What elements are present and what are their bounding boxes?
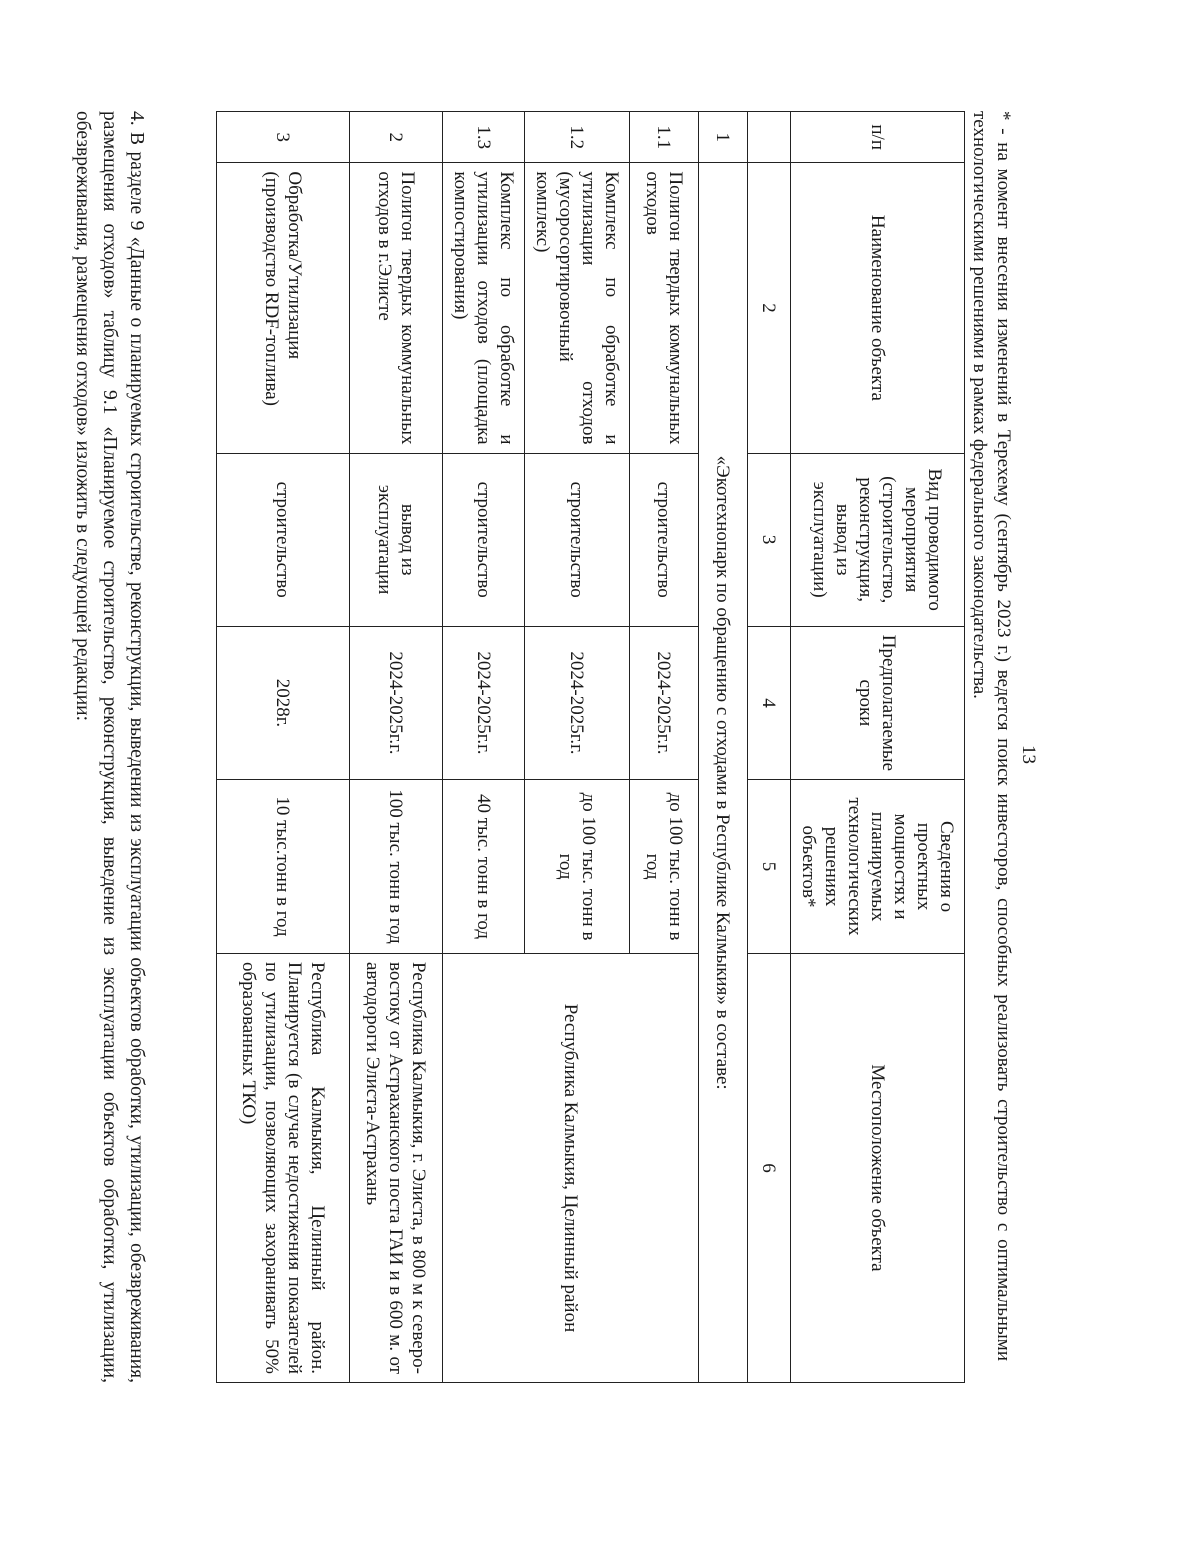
section-number: 1 xyxy=(699,112,748,163)
header-cell: Местоположение объекта xyxy=(791,953,965,1382)
capacity: 40 тыс. тонн в год xyxy=(443,780,525,954)
intro-paragraph: 4. В разделе 9 «Данные о планируемых строительстве, реконструкции, выведении из эксплуатации объектов обработки, утилизации, обезвреживания, размещения отходов» таблицу 9.1 «Планируемое строительство, реконструкция, выведение из эксплуатации объектов обработки, утилизации, обезвреживания, размещения отходов» изложить в следующей редакции: xyxy=(72,111,147,1383)
location: Республика Калмыкия, Целинный район. Планируется (в случае недостижения показателей по утилизации, позволяющих захоранивать 50% образованных ТКО) xyxy=(217,953,350,1382)
activity: вывод из эксплуатации xyxy=(350,453,443,626)
term: 2024-2025г.г. xyxy=(350,626,443,779)
footnote: * - на момент внесения изменений в Терехему (сентябрь 2023 г.) ведется поиск инвесторов, способных реализовать строительство с оптимальными технологическими решениями в рамках федерального законодательства. xyxy=(969,111,1014,1361)
activity: строительство xyxy=(525,453,630,626)
column-number: 2 xyxy=(748,163,791,453)
column-number: 5 xyxy=(748,780,791,954)
header-row xyxy=(791,112,965,1383)
section-title: «Экотехнопарк по обращению с отходами в Республике Калмыкия» в составе: xyxy=(699,163,748,1383)
capacity: 100 тыс. тонн в год xyxy=(350,780,443,954)
object-name: Обработка/Утилизация (производство RDF-топлива) xyxy=(217,163,350,453)
location: Республика Калмыкия, г. Элиста, в 800 м к северо-востоку от Астраханского поста ГАИ и в 600 м. от автодороги Элиста-Астрахань xyxy=(350,953,443,1382)
activity: строительство xyxy=(443,453,525,626)
table-row xyxy=(217,112,350,1383)
object-name: Полигон твердых коммунальных отходов в г.Элисте xyxy=(350,163,443,453)
page-number: 13 xyxy=(1018,745,1039,764)
plan-table xyxy=(216,111,965,1383)
column-number xyxy=(748,112,791,163)
object-name: Полигон твердых коммунальных отходов xyxy=(630,163,699,453)
row-number: 1.2 xyxy=(525,112,630,163)
capacity: 10 тыс.тонн в год xyxy=(217,780,350,954)
header-cell: п/п xyxy=(791,112,965,163)
row-number: 1.3 xyxy=(443,112,525,163)
row-number: 1.1 xyxy=(630,112,699,163)
table-row xyxy=(350,112,443,1383)
object-name: Комплекс по обработке и утилизации отходов (мусоросортировочный комплекс) xyxy=(525,163,630,453)
term: 2028г. xyxy=(217,626,350,779)
header-cell: Наименование объекта xyxy=(791,163,965,453)
column-number: 4 xyxy=(748,626,791,779)
capacity: до 100 тыс. тонн в год xyxy=(630,780,699,954)
section-row xyxy=(699,112,748,1383)
row-number: 3 xyxy=(217,112,350,163)
activity: строительство xyxy=(630,453,699,626)
term: 2024-2025г.г. xyxy=(630,626,699,779)
header-cell: Сведения о проектных мощностях и планируемых технологических решениях объектов* xyxy=(791,780,965,954)
column-number-row xyxy=(748,112,791,1383)
row-number: 2 xyxy=(350,112,443,163)
header-cell: Предполагаемые сроки xyxy=(791,626,965,779)
rotated-page xyxy=(35,25,1045,1505)
table-row xyxy=(630,112,699,1383)
header-cell: Вид проводимого мероприятия (строительство, реконструкция, вывод из эксплуатации) xyxy=(791,453,965,626)
object-name: Комплекс по обработке и утилизации отходов (площадка компостирования) xyxy=(443,163,525,453)
capacity: до 100 тыс. тонн в год xyxy=(525,780,630,954)
location-merged: Республика Калмыкия, Целинный район xyxy=(443,953,699,1382)
activity: строительство xyxy=(217,453,350,626)
term: 2024-2025г.г. xyxy=(525,626,630,779)
column-number: 6 xyxy=(748,953,791,1382)
column-number: 3 xyxy=(748,453,791,626)
term: 2024-2025г.г. xyxy=(443,626,525,779)
